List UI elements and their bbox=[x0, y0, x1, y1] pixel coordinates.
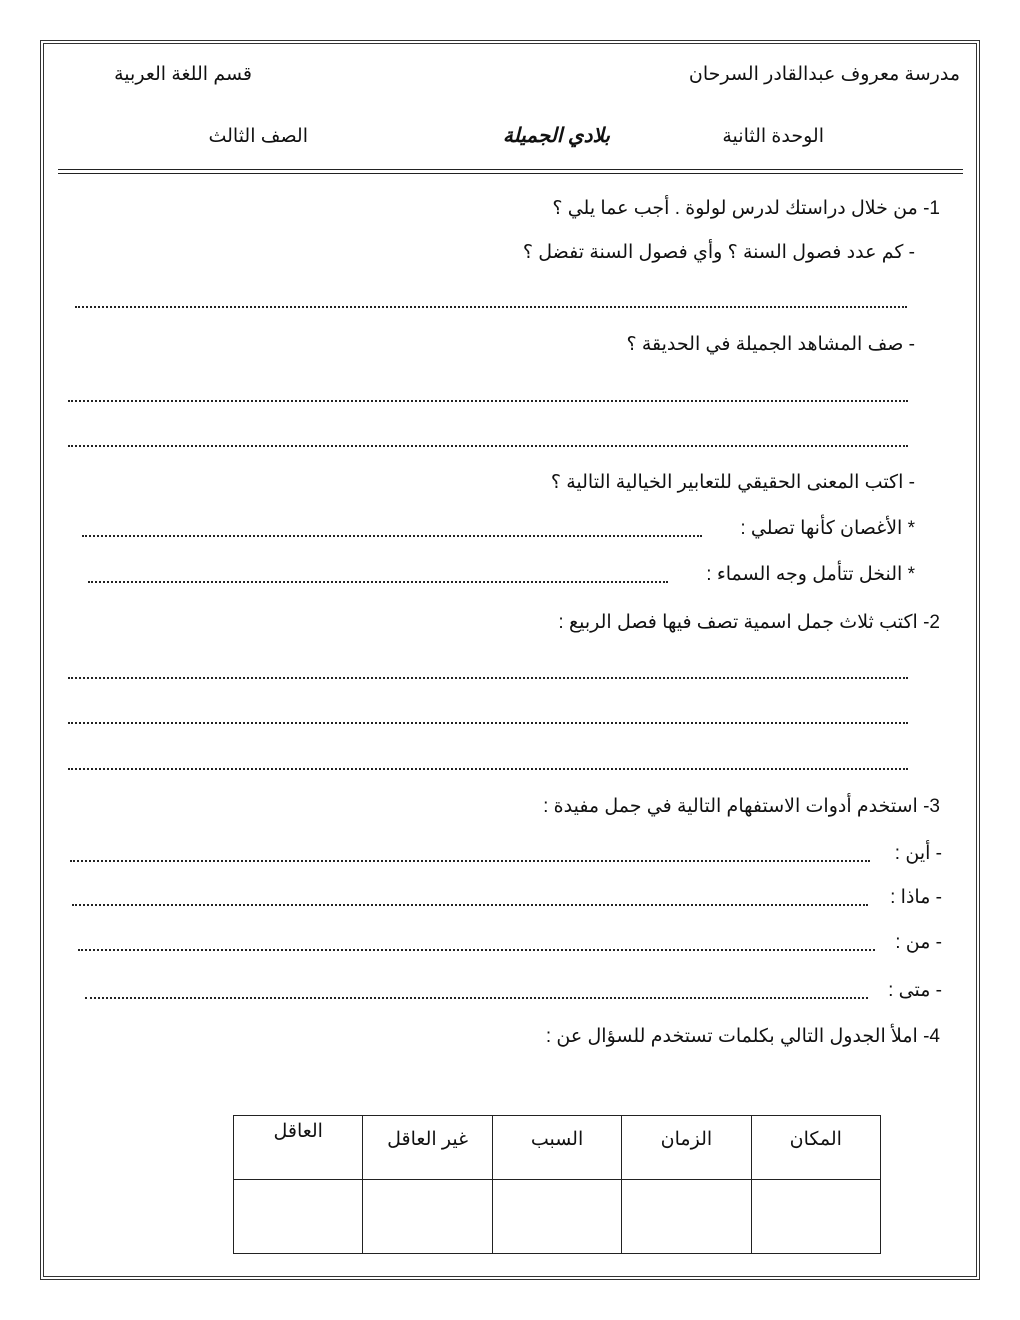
q2-heading: 2- اكتب ثلاث جمل اسمية تصف فيها فصل الربيع : bbox=[558, 612, 940, 633]
header-divider-bottom bbox=[58, 173, 963, 174]
answer-line[interactable] bbox=[68, 400, 908, 402]
answer-line[interactable] bbox=[88, 581, 668, 583]
q1-heading: 1- من خلال دراستك لدرس لولوة . أجب عما يلي ؟ bbox=[552, 198, 940, 219]
q1-c2: * النخل تتأمل وجه السماء : bbox=[706, 564, 915, 585]
q3-item-what: - ماذا : bbox=[890, 887, 942, 908]
unit-label: الوحدة الثانية bbox=[722, 126, 824, 147]
q1-b: - صف المشاهد الجميلة في الحديقة ؟ bbox=[626, 334, 915, 355]
page-title: بلادي الجميلة bbox=[502, 125, 610, 147]
answer-line[interactable] bbox=[68, 445, 908, 447]
column-header-reason: السبب bbox=[492, 1116, 621, 1180]
column-header-non-rational: غير العاقل bbox=[363, 1116, 492, 1180]
department-name: قسم اللغة العربية bbox=[114, 64, 252, 85]
answer-line[interactable] bbox=[75, 306, 907, 308]
answer-cell[interactable] bbox=[234, 1180, 363, 1254]
answer-line[interactable] bbox=[72, 904, 868, 906]
answer-line[interactable] bbox=[70, 860, 870, 862]
answer-line[interactable] bbox=[85, 997, 868, 999]
q3-heading: 3- استخدم أدوات الاستفهام التالية في جمل مفيدة : bbox=[543, 796, 940, 817]
answer-line[interactable] bbox=[78, 949, 875, 951]
answer-line[interactable] bbox=[68, 768, 908, 770]
q3-item-who: - من : bbox=[895, 932, 942, 953]
q1-a: - كم عدد فصول السنة ؟ وأي فصول السنة تفضل ؟ bbox=[522, 242, 915, 263]
q1-c1: * الأغصان كأنها تصلي : bbox=[740, 518, 915, 539]
q3-item-where: - أين : bbox=[894, 843, 942, 864]
school-name: مدرسة معروف عبدالقادر السرحان bbox=[688, 64, 960, 85]
answer-cell[interactable] bbox=[363, 1180, 492, 1254]
column-header-time: الزمان bbox=[622, 1116, 751, 1180]
page-border-inner bbox=[43, 43, 977, 1277]
answer-cell[interactable] bbox=[751, 1180, 880, 1254]
answer-line[interactable] bbox=[68, 722, 908, 724]
answer-line[interactable] bbox=[68, 677, 908, 679]
q3-item-when: - متى : bbox=[888, 980, 942, 1001]
q4-heading: 4- املأ الجدول التالي بكلمات تستخدم للسؤال عن : bbox=[545, 1026, 940, 1047]
grade-label: الصف الثالث bbox=[208, 126, 308, 147]
column-header-rational: العاقل bbox=[234, 1116, 363, 1180]
header-divider-top bbox=[58, 169, 963, 170]
column-header-place: المكان bbox=[751, 1116, 880, 1180]
table-answer-row bbox=[234, 1180, 881, 1254]
q1-c: - اكتب المعنى الحقيقي للتعابير الخيالية التالية ؟ bbox=[550, 472, 915, 493]
answer-line[interactable] bbox=[82, 535, 702, 537]
table-header-row bbox=[234, 1116, 881, 1180]
question-words-table bbox=[233, 1115, 881, 1254]
answer-cell[interactable] bbox=[492, 1180, 621, 1254]
answer-cell[interactable] bbox=[622, 1180, 751, 1254]
